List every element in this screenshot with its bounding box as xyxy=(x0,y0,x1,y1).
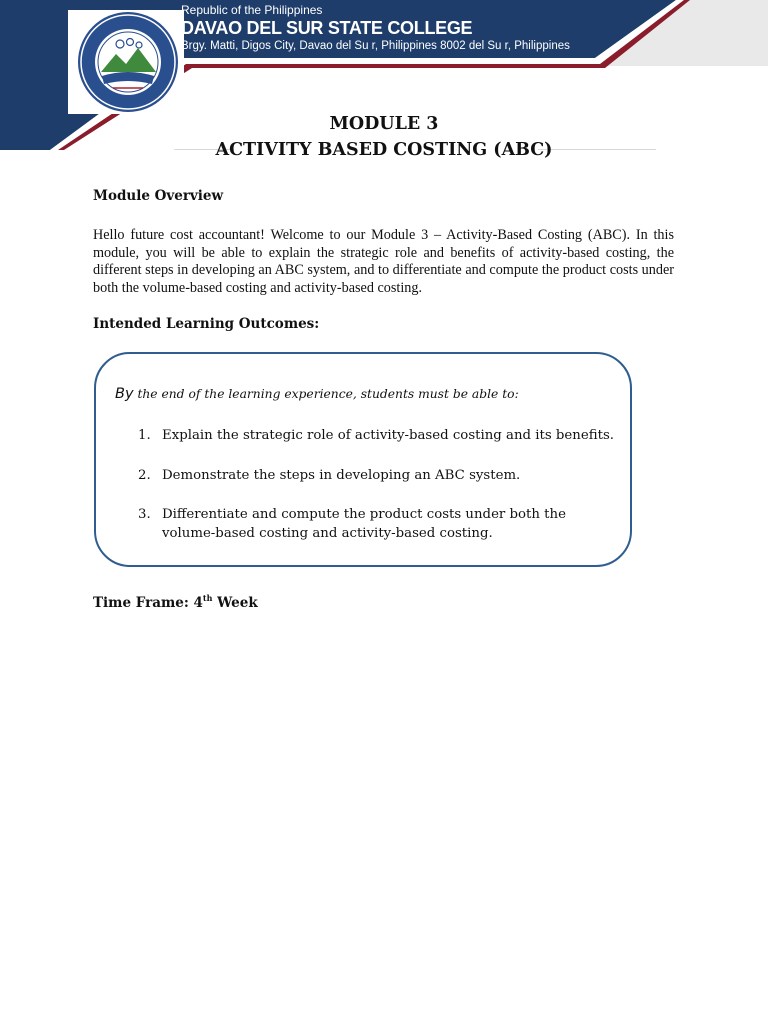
outcome-number: 1. xyxy=(138,428,151,443)
time-frame xyxy=(93,593,258,611)
letterhead-text xyxy=(181,3,570,53)
outcome-number: 2. xyxy=(138,468,151,483)
outcome-text: Demonstrate the steps in developing an ABC system. xyxy=(162,468,521,483)
college-name: DAVAO DEL SUR STATE COLLEGE xyxy=(181,18,473,38)
overview-paragraph: Hello future cost accountant! Welcome to our Module 3 – Activity-Based Costing (ABC). In this module, you will be able to explain the strategic role and benefits of activity-based costing, the different steps in developing an ABC system, and to differentiate and compute the product costs under both the volume-based costing and activity-based costing. xyxy=(93,227,674,296)
module-number: MODULE 3 xyxy=(329,114,439,134)
overview-heading: Module Overview xyxy=(93,188,224,204)
outcomes-intro xyxy=(115,386,519,402)
time-frame-suffix: Week xyxy=(212,595,258,611)
outcomes-intro-rest: the end of the learning experience, students must be able to: xyxy=(133,387,519,401)
outcome-text: Differentiate and compute the product costs under both the volume-based costing and activity-based costing. xyxy=(162,507,566,541)
college-address: Brgy. Matti, Digos City, Davao del Su r, Philippines 8002 del Su r, Philippines xyxy=(181,40,570,52)
outcome-number: 3. xyxy=(138,507,151,522)
country-label: Republic of the Philippines xyxy=(181,3,323,17)
outcome-text: Explain the strategic role of activity-based costing and its benefits. xyxy=(162,428,614,443)
college-seal-logo xyxy=(68,10,184,114)
time-frame-label: Time Frame: 4 xyxy=(93,595,203,611)
outcomes-heading: Intended Learning Outcomes: xyxy=(93,316,320,332)
letterhead xyxy=(0,0,768,160)
outcomes-intro-lead: By xyxy=(115,386,134,402)
module-title: ACTIVITY BASED COSTING (ABC) xyxy=(215,140,553,160)
time-frame-superscript: th xyxy=(202,593,213,603)
